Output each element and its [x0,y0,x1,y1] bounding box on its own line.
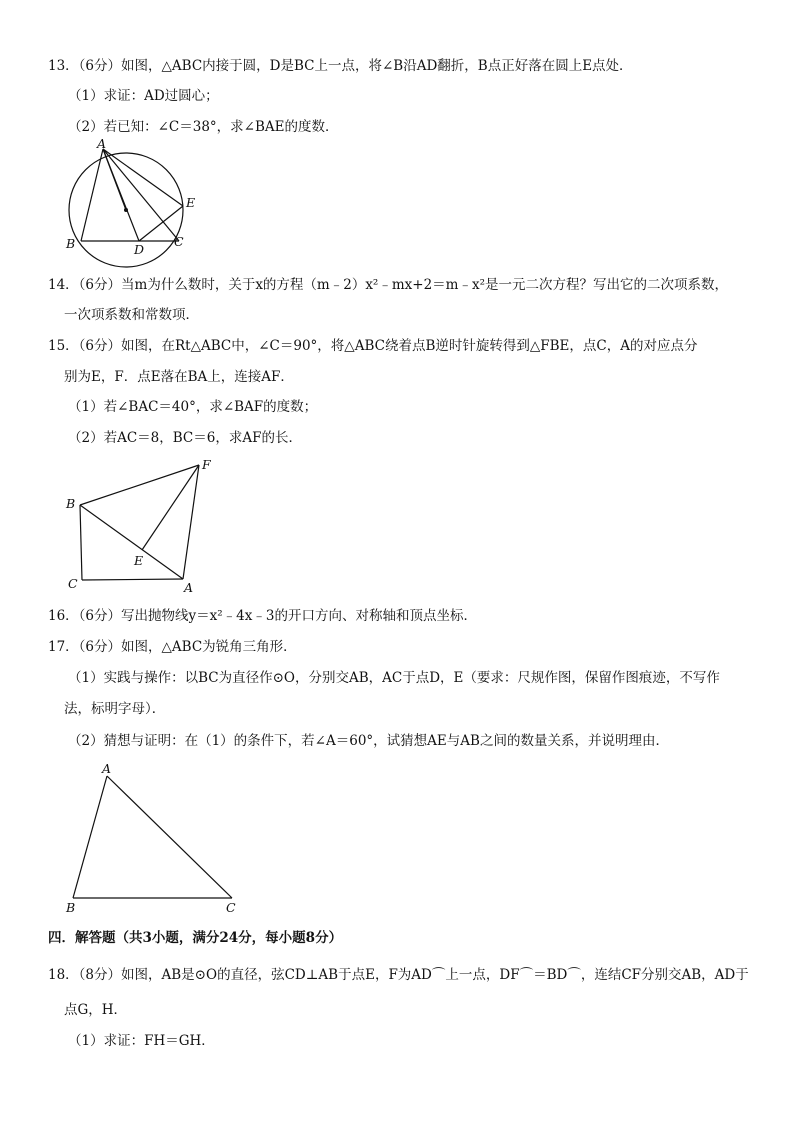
q13-figure [55,138,215,258]
q13-center-dot [124,208,128,212]
q13-label-b: B [66,236,76,251]
q14-stem-continued: 一次项系数和常数项． [64,307,199,323]
q15-label-e: E [134,553,144,568]
q13-label-a: A [97,136,107,151]
q18-part1: （1）求证：FH＝GH． [68,1033,215,1049]
q15-label-a: A [184,580,194,595]
q15-figure [60,455,225,595]
q13-label-d: D [134,242,145,257]
q16-stem: 16．（6分）写出抛物线y＝x²﹣4x﹣3的开口方向、对称轴和顶点坐标． [48,608,477,624]
q13-stem: 13．（6分）如图，△ABC内接于圆，D是BC上一点，将∠B沿AD翻折，B点正好落在圆上E点处． [48,58,633,74]
q17-part1: （1）实践与操作：以BC为直径作⊙O，分别交AB，AC于点D，E（要求：尺规作图，保留作图痕迹，不写作 [68,670,720,686]
q14-stem: 14．（6分）当m为什么数时，关于x的方程（m﹣2）x²﹣mx+2＝m﹣x²是一元二次方程？写出它的二次项系数， [48,277,728,293]
q17-part1-continued: 法，标明字母）． [64,701,166,717]
q17-figure [60,760,250,920]
section-4-heading: 四．解答题（共3小题，满分24分，每小题8分） [48,930,343,946]
q15-label-c: C [68,576,78,591]
q15-part1: （1）若∠BAC＝40°，求∠BAF的度数； [68,399,318,415]
q13-label-e: E [186,195,196,210]
q18-stem-continued: 点G，H． [64,1002,128,1018]
q15-label-f: F [202,457,211,472]
q15-stem: 15．（6分）如图，在Rt△ABC中，∠C＝90°，将△ABC绕着点B逆时针旋转得到△FBE，点C，A的对应点分 [48,338,698,354]
q15-part2: （2）若AC＝8，BC＝6，求AF的长． [68,430,302,446]
q18-stem: 18．（8分）如图，AB是⊙O的直径，弦CD⊥AB于点E，F为AD⌒上一点，DF⌒＝BD⌒，连结CF分别交AB，AD于 [48,967,749,983]
q17-label-c: C [226,900,236,915]
q13-part1: （1）求证：AD过圆心； [68,88,219,104]
q15-label-b: B [66,496,76,511]
q13-label-c: C [174,234,184,249]
q17-label-b: B [66,900,76,915]
q17-label-a: A [102,761,112,776]
q15-stem-continued: 别为E，F．点E落在BA上，连接AF． [64,369,294,385]
q17-part2: （2）猜想与证明：在（1）的条件下，若∠A＝60°，试猜想AE与AB之间的数量关系，并说明理由． [68,733,669,749]
q13-part2: （2）若已知：∠C＝38°，求∠BAE的度数． [68,119,339,135]
q17-stem: 17．（6分）如图，△ABC为锐角三角形． [48,639,297,655]
